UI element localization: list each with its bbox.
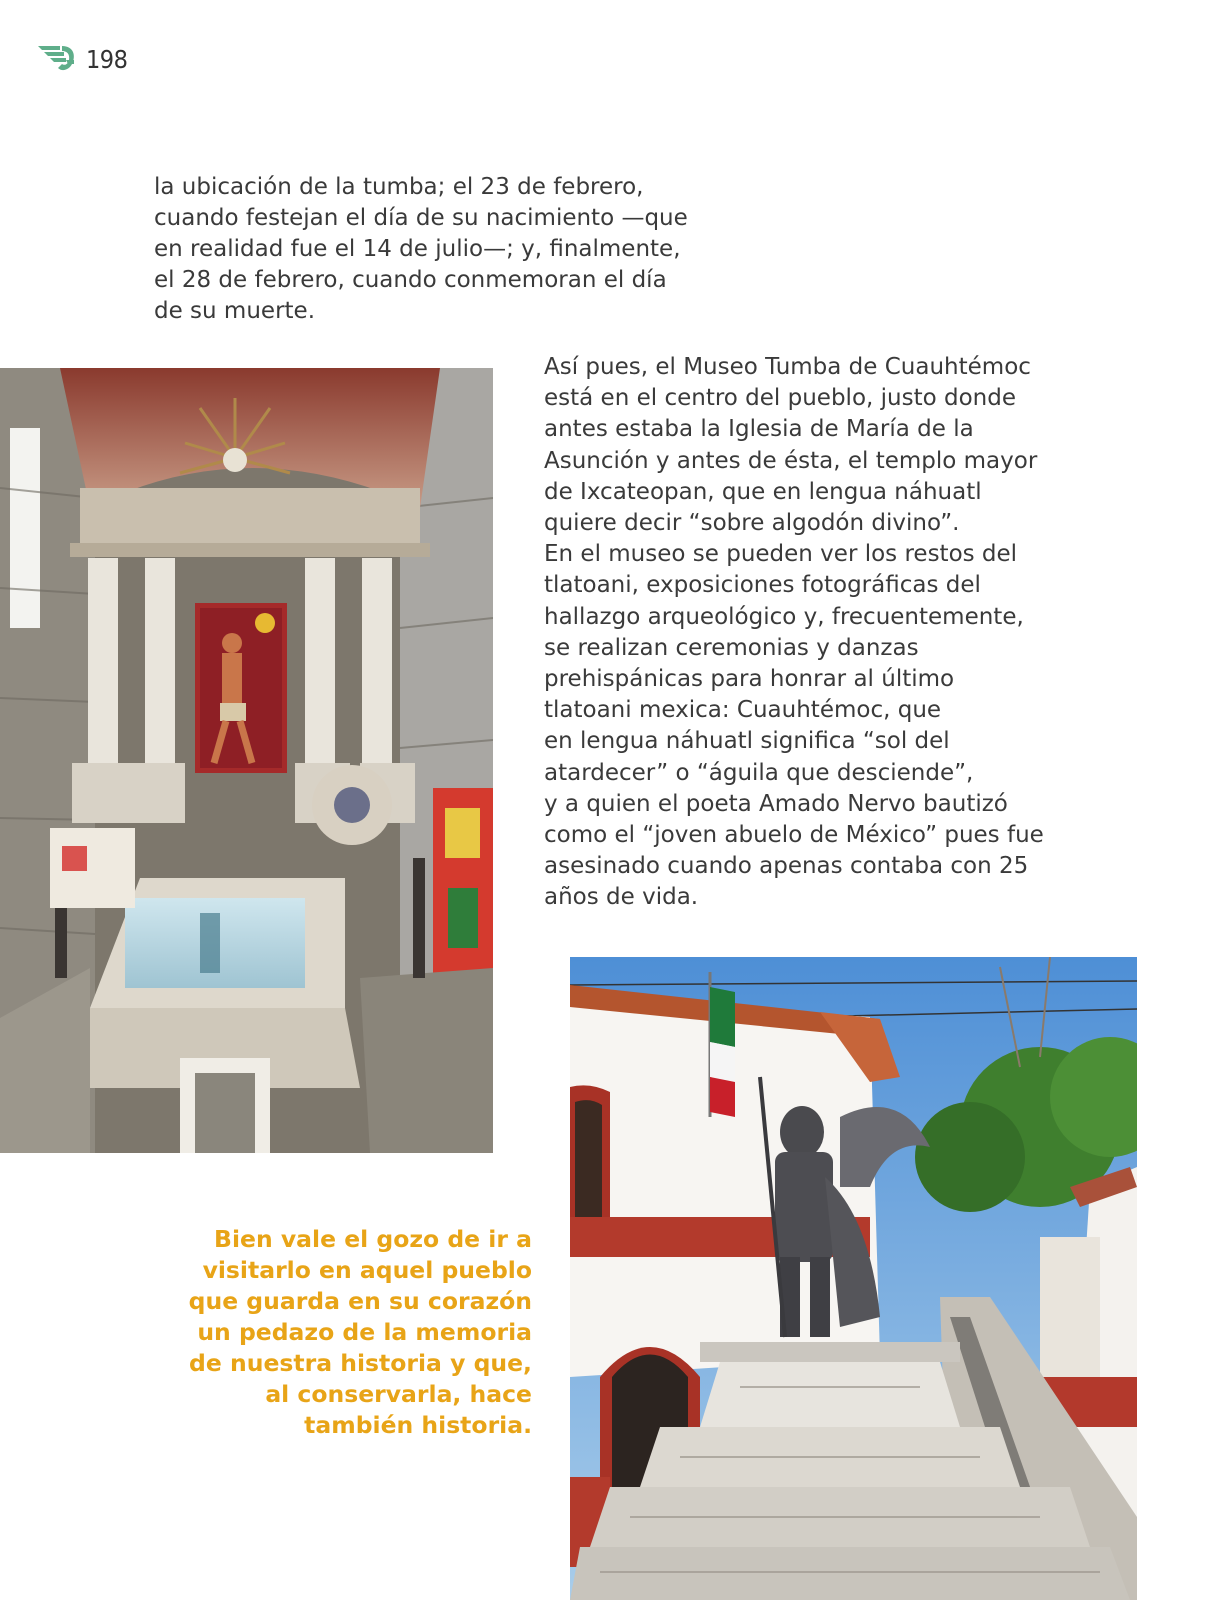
text-line: años de vida. (544, 884, 699, 911)
quote-line: visitarlo en aquel pueblo (202, 1256, 532, 1284)
text-line: cuando festejan el día de su nacimiento —que (154, 205, 688, 231)
text-line: la ubicación de la tumba; el 23 de febrero, (154, 174, 644, 200)
text-line: tlatoani, exposiciones fotográficas del (544, 572, 981, 599)
quote-line: al conservarla, hace (265, 1380, 532, 1408)
text-line: se realizan ceremonias y danzas (544, 634, 919, 661)
quote-line: un pedazo de la memoria (197, 1318, 532, 1346)
text-line: de su muerte. (154, 298, 315, 324)
tomb-altar-photo (0, 368, 493, 1153)
text-line: Así pues, el Museo Tumba de Cuauhtémoc (544, 354, 1031, 380)
text-line: y a quien el poeta Amado Nervo bautizó (544, 790, 1008, 817)
highlight-quote (150, 1224, 532, 1441)
page-header (38, 42, 127, 76)
text-line: asesinado cuando apenas contaba con 25 (544, 853, 1029, 880)
page-number: 198 (86, 44, 128, 74)
text-line: tlatoani mexica: Cuauhtémoc, que (544, 697, 942, 724)
text-line: prehispánicas para honrar al último (544, 666, 955, 693)
text-line: está en el centro del pueblo, justo donde (544, 385, 1016, 412)
text-line: En el museo se pueden ver los restos del (544, 541, 1018, 568)
text-line: en realidad fue el 14 de julio—; y, finalmente, (154, 236, 681, 262)
body-paragraph-1 (154, 172, 724, 327)
quote-line: de nuestra historia y que, (189, 1349, 532, 1377)
text-line: de Ixcateopan, que en lengua náhuatl (544, 478, 982, 505)
quote-line: que guarda en su corazón (188, 1287, 532, 1315)
book-logo-icon (38, 42, 78, 76)
text-line: el 28 de febrero, cuando conmemoran el día (154, 267, 667, 293)
text-line: atardecer” o “águila que desciende”, (544, 759, 974, 786)
text-line: antes estaba la Iglesia de María de la (544, 416, 974, 443)
text-line: quiere decir “sobre algodón divino”. (544, 510, 960, 537)
body-paragraph-2 (544, 352, 1064, 914)
cuauhtemoc-statue-photo (570, 957, 1137, 1600)
text-line: como el “joven abuelo de México” pues fue (544, 822, 1044, 849)
quote-line: Bien vale el gozo de ir a (214, 1225, 532, 1253)
text-line: Asunción y antes de ésta, el templo mayor (544, 447, 1038, 474)
quote-line: también historia. (304, 1411, 532, 1439)
text-line: hallazgo arqueológico y, frecuentemente, (544, 603, 1024, 630)
text-line: en lengua náhuatl significa “sol del (544, 728, 950, 755)
